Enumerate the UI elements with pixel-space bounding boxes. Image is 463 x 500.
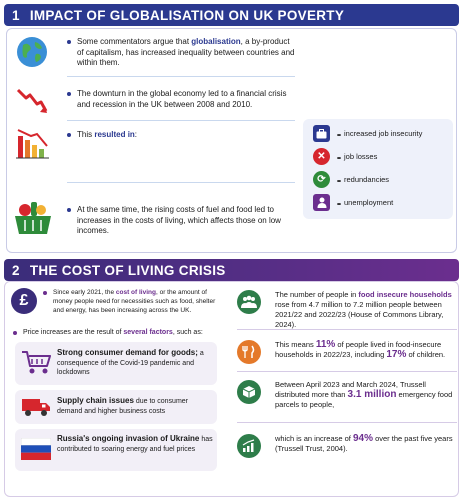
result-text: This resulted in: bbox=[77, 130, 138, 139]
globe-icon bbox=[15, 35, 49, 69]
bullet bbox=[337, 134, 341, 136]
section-2-panel bbox=[4, 281, 459, 497]
outcome-job-insecurity bbox=[313, 125, 422, 142]
outcomes-box bbox=[303, 119, 453, 219]
food-basket-icon bbox=[13, 198, 53, 238]
bullet bbox=[337, 157, 341, 159]
stat-food-insecure-text: The number of people in food insecure households rose from 4.7 million to 7.2 million people between 2021/22 and 2022/23 (House of Commons Library, 2024). bbox=[275, 290, 452, 329]
section-1-title: IMPACT OF GLOBALISATION ON UK POVERTY bbox=[29, 7, 345, 23]
factor-box-supply bbox=[15, 390, 217, 424]
stat-increase bbox=[237, 434, 455, 458]
bullet bbox=[13, 331, 17, 335]
russia-flag-icon bbox=[21, 438, 51, 460]
stat-increase-text: which is an increase of 94% over the past five years (Trussell Trust, 2004). bbox=[275, 433, 453, 453]
divider bbox=[237, 329, 457, 330]
outcome-job-losses bbox=[313, 148, 377, 165]
bullet bbox=[337, 180, 341, 182]
intro-text: Since early 2021, the cost of living, or the amount of money people need for necessities such as food, shelter and energy, has been increasing across the UK. bbox=[53, 289, 216, 314]
bullet bbox=[67, 40, 71, 44]
factors-intro-row bbox=[13, 328, 223, 339]
downturn-item bbox=[15, 84, 49, 118]
cross-icon: ✕ bbox=[313, 148, 330, 165]
recycle-icon: ⟳ bbox=[313, 171, 330, 188]
stat-food-insecure bbox=[237, 290, 455, 330]
section-1-panel bbox=[6, 28, 457, 253]
truck-icon bbox=[21, 396, 51, 418]
section-1-number: 1 bbox=[12, 7, 20, 23]
outcome-unemployment bbox=[313, 194, 393, 211]
people-icon bbox=[237, 290, 261, 314]
stat-food-parcels bbox=[237, 380, 455, 410]
bullet bbox=[67, 133, 71, 137]
factor-ukraine-text: Russia's ongoing invasion of Ukraine has contributed to soaring energy and fuel prices bbox=[57, 434, 213, 453]
factor-demand-text: Strong consumer demand for goods; a consequence of the Covid-19 pandemic and lockdowns bbox=[57, 348, 204, 376]
factor-box-demand bbox=[15, 342, 217, 385]
declining-bar-chart-icon bbox=[15, 126, 51, 162]
result-item bbox=[15, 126, 51, 162]
pound-icon: £ bbox=[11, 288, 37, 314]
factors-intro-text: Price increases are the result of several factors, such as: bbox=[23, 329, 203, 336]
downward-trend-icon bbox=[15, 84, 49, 118]
outcome-redundancies bbox=[313, 171, 389, 188]
downturn-text: The downturn in the global economy led to a financial crisis and recession in the UK between 2008 and 2010. bbox=[77, 89, 287, 109]
growth-chart-icon bbox=[237, 434, 261, 458]
divider bbox=[67, 182, 295, 183]
downturn-text-row bbox=[67, 89, 299, 110]
result-text-row bbox=[67, 130, 267, 141]
globalisation-text-row bbox=[67, 37, 297, 69]
shopping-cart-icon bbox=[21, 350, 51, 376]
factor-supply-text: Supply chain issues due to consumer demand and higher business costs bbox=[57, 396, 189, 415]
globalisation-item bbox=[15, 35, 49, 69]
outcome-label: job losses bbox=[344, 152, 378, 161]
cost-of-living-text: At the same time, the rising costs of fuel and food led to increases in the costs of living, which affects those on low incomes. bbox=[77, 205, 281, 235]
stat-percent-people bbox=[237, 340, 455, 364]
bullet bbox=[67, 92, 71, 96]
divider bbox=[67, 76, 295, 77]
divider bbox=[237, 422, 457, 423]
factor-box-ukraine bbox=[15, 429, 217, 471]
cutlery-icon bbox=[237, 340, 261, 364]
section-1-header bbox=[4, 4, 459, 26]
divider bbox=[67, 120, 295, 121]
bullet bbox=[67, 208, 71, 212]
briefcase-icon bbox=[313, 125, 330, 142]
globalisation-text: Some commentators argue that globalisation, a by-product of capitalism, has increased inequality between countries and within them. bbox=[77, 37, 295, 67]
pound-item bbox=[11, 288, 37, 314]
stat-food-parcels-text: Between April 2023 and March 2024, Trussell distributed more than 3.1 million emergency food parcels to people, bbox=[275, 380, 453, 409]
person-icon bbox=[313, 194, 330, 211]
section-2-header bbox=[4, 259, 459, 281]
section-2-number: 2 bbox=[12, 262, 20, 278]
box-icon bbox=[237, 380, 261, 404]
intro-row bbox=[43, 288, 223, 315]
outcome-label: unemployment bbox=[344, 198, 394, 207]
cost-of-living-item bbox=[13, 198, 53, 238]
section-2-title: THE COST OF LIVING CRISIS bbox=[29, 262, 226, 278]
outcome-label: redundancies bbox=[344, 175, 390, 184]
bullet bbox=[337, 203, 341, 205]
stat-percent-people-text: This means 11% of people lived in food-insecure households in 2022/23, including 17% of children. bbox=[275, 339, 446, 360]
cost-of-living-text-row bbox=[67, 205, 299, 237]
bullet bbox=[43, 291, 47, 295]
outcome-label: increased job insecurity bbox=[344, 129, 423, 138]
divider bbox=[237, 371, 457, 372]
